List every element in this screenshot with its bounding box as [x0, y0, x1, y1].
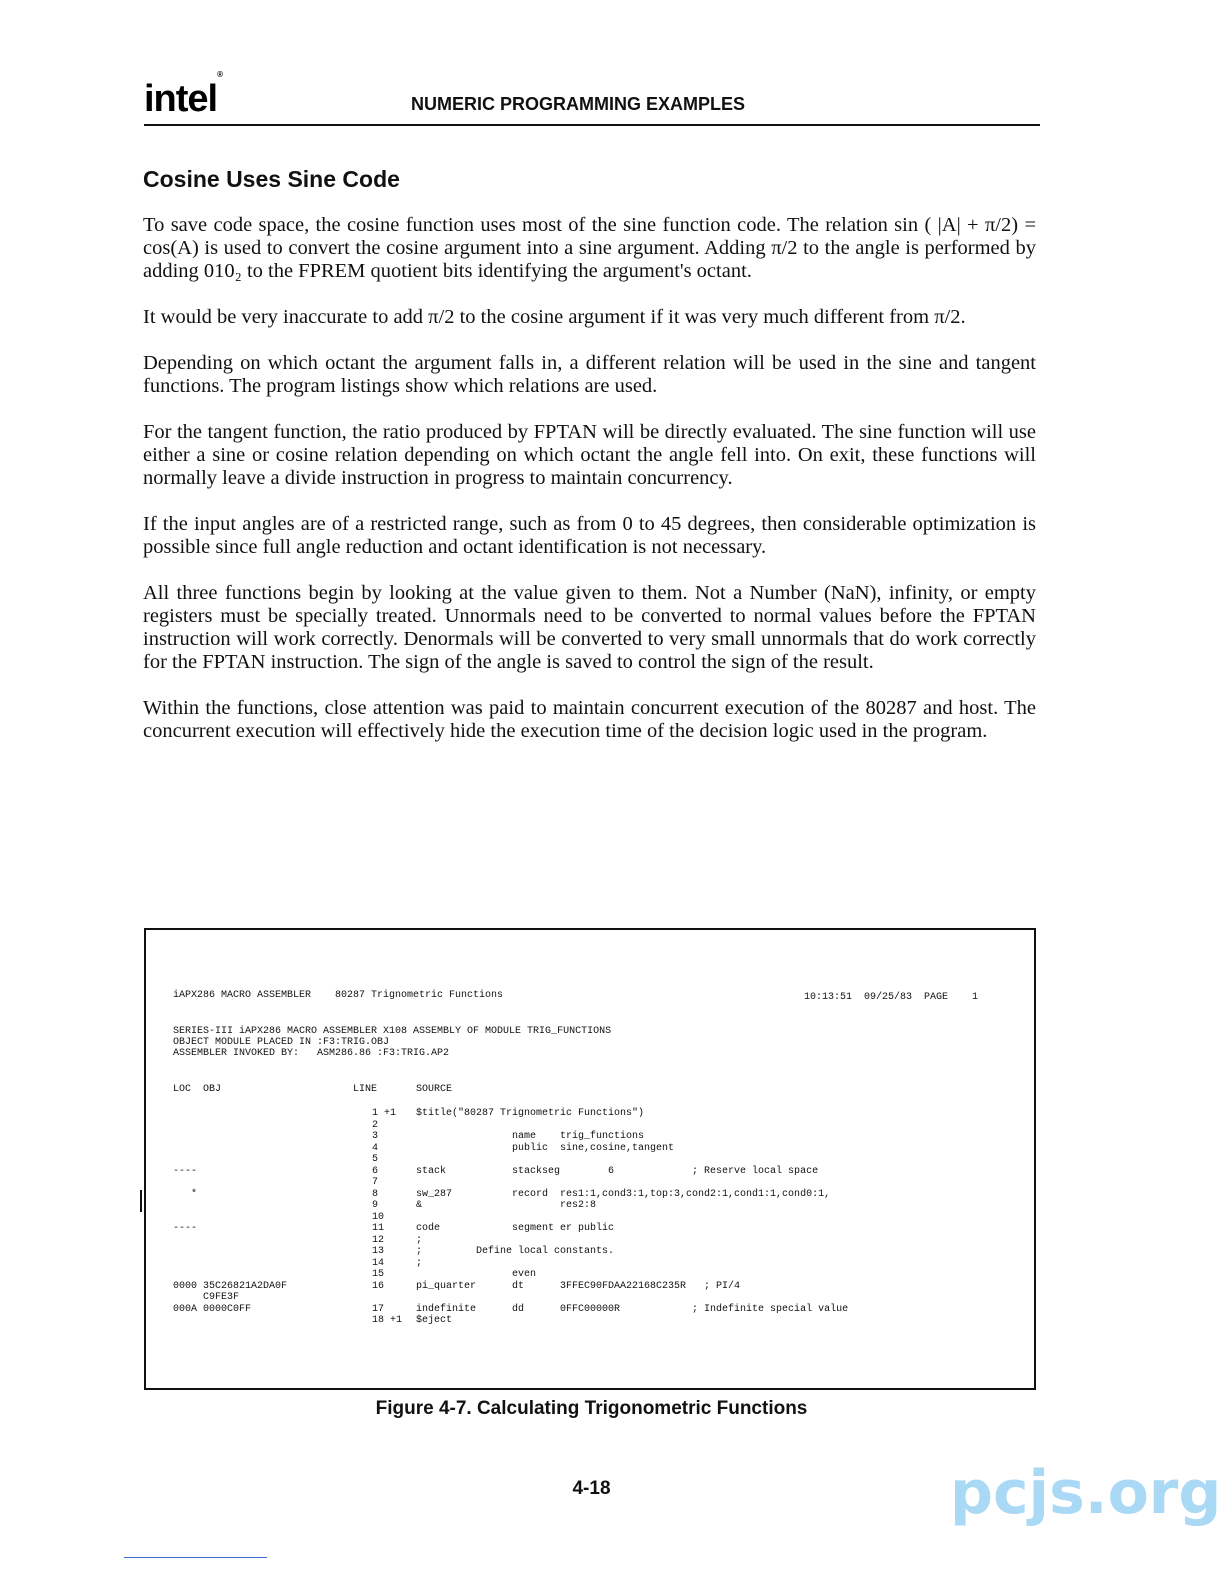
- header-rule: [144, 124, 1040, 126]
- page-number: 4-18: [572, 1478, 611, 1499]
- assembler-listing: [144, 928, 1036, 1390]
- running-head: NUMERIC PROGRAMMING EXAMPLES: [411, 94, 746, 114]
- listing-info-line: SERIES-III iAPX286 MACRO ASSEMBLER X108 ASSEMBLY OF MODULE TRIG_FUNCTIONS: [173, 1026, 612, 1037]
- listing-loc-column: ---- * ---- 0000 35C26821A2DA0F C9FE3F 000A 0000C0FF: [173, 1165, 288, 1315]
- column-header-source: SOURCE: [416, 1084, 453, 1095]
- section-title: Cosine Uses Sine Code: [143, 166, 400, 192]
- paragraph: Within the functions, close attention was paid to maintain concurrent execution of the 80287 and host. The concurrent execution will effectively hide the execution time of the decision logic used in the program.: [143, 697, 1036, 742]
- logo-text: intel: [144, 78, 218, 120]
- change-bar: [1034, 1190, 1036, 1212]
- column-header-line: LINE: [353, 1084, 378, 1095]
- intel-logo: intel®: [144, 70, 223, 120]
- listing-info-line: OBJECT MODULE PLACED IN :F3:TRIG.OBJ: [173, 1037, 390, 1048]
- paragraph: For the tangent function, the ratio produced by FPTAN will be directly evaluated. The sine function will use either a sine or cosine relation depending on which octant the angle fell into. On exit, these functions will normally leave a divide instruction in progress to maintain concurrency.: [143, 421, 1036, 489]
- paragraph: To save code space, the cosine function uses most of the sine function code. The relation sin ( |A| + π/2) = cos(A) is used to convert the cosine argument into a sine argument. Adding π/2 to the angle is performed by adding 010₂ to the FPREM quotient bits identifying the argument's octant.: [143, 214, 1036, 282]
- listing-header-right: 10:13:51 09/25/83 PAGE 1: [804, 992, 979, 1003]
- body-text: [143, 214, 1036, 766]
- paragraph: All three functions begin by looking at the value given to them. Not a Number (NaN), infinity, or empty registers must be specially treated. Unnormals need to be converted to normal values before the FPTAN instruction will work correctly. Denormals will be converted to very small unnormals that do work correctly for the FPTAN instruction. The sign of the angle is saved to control the sign of the result.: [143, 582, 1036, 673]
- change-bar: [140, 1190, 142, 1212]
- watermark: pcjs.org: [950, 1458, 1222, 1528]
- paragraph: It would be very inaccurate to add π/2 to the cosine argument if it was very much different from π/2.: [143, 306, 966, 328]
- paragraph: If the input angles are of a restricted range, such as from 0 to 45 degrees, then considerable optimization is possible since full angle reduction and octant identification is not necessary.: [143, 513, 1036, 558]
- footer-rule: [124, 1557, 267, 1558]
- figure-caption: Figure 4-7. Calculating Trigonometric Functions: [375, 1398, 808, 1419]
- listing-header-left: iAPX286 MACRO ASSEMBLER 80287 Trignometric Functions: [173, 990, 504, 1001]
- column-header-loc-obj: LOC OBJ: [173, 1084, 222, 1095]
- listing-source-column: $title("80287 Trignometric Functions") name trig_functions public sine,cosine,tangent stack stackseg 6 ; Reserve local space sw_287 record res1:1,cond3:1,top:3,cond2:1,cond1:1,cond0:1, & res2:8 code segment er public ; ; Define local constants. ; even pi_quarter dt 3FFEC90FDAA22168C235R ; PI/4 indefinite dd 0FFC00000R ; Indefinite special value $eject: [416, 1108, 849, 1326]
- listing-info-line: ASSEMBLER INVOKED BY: ASM286.86 :F3:TRIG.AP2: [173, 1048, 450, 1059]
- paragraph: Depending on which octant the argument falls in, a different relation will be used in the sine and tangent functions. The program listings show which relations are used.: [143, 352, 1036, 397]
- listing-line-column: 1 +1 2 3 4 5 6 7 8 9 10 11 12 13 14 15 16 17 18 +1: [372, 1108, 403, 1326]
